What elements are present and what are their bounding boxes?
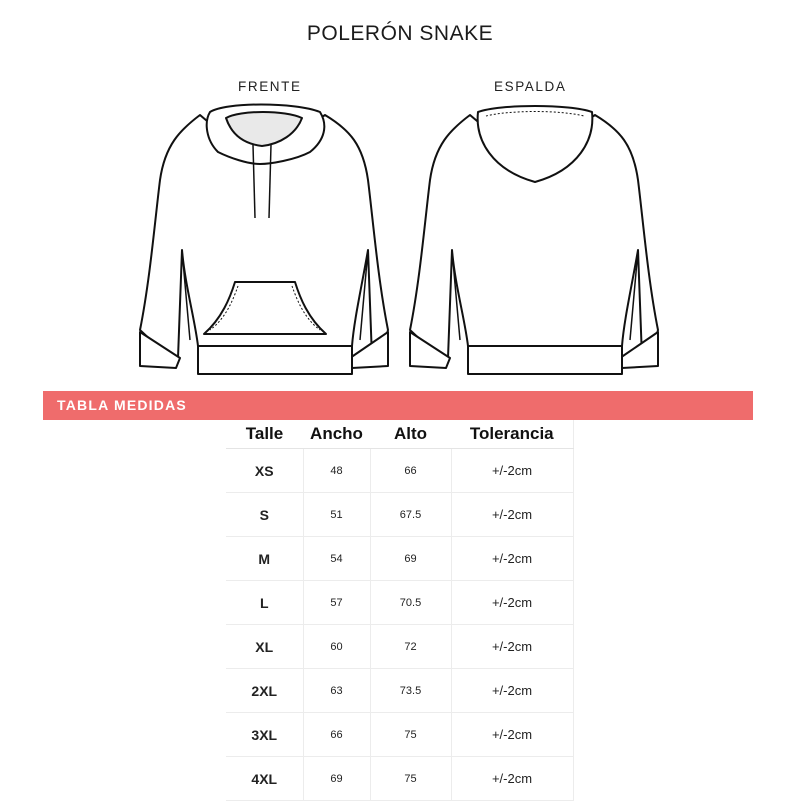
width-cell: 57 xyxy=(303,581,370,625)
length-cell: 69 xyxy=(370,537,451,581)
size-table xyxy=(226,420,574,801)
table-row xyxy=(226,449,573,493)
length-cell: 73.5 xyxy=(370,669,451,713)
table-row xyxy=(226,757,573,801)
column-header-tolerancia: Tolerancia xyxy=(451,420,573,449)
page-title: POLERÓN SNAKE xyxy=(306,22,494,45)
width-cell: 60 xyxy=(303,625,370,669)
table-row xyxy=(226,537,573,581)
table-header-row xyxy=(226,420,573,449)
column-header-ancho: Ancho xyxy=(303,420,370,449)
width-cell: 63 xyxy=(303,669,370,713)
width-cell: 54 xyxy=(303,537,370,581)
length-cell: 67.5 xyxy=(370,493,451,537)
length-cell: 75 xyxy=(370,713,451,757)
tolerance-cell: +/-2cm xyxy=(451,537,573,581)
size-cell: L xyxy=(226,581,303,625)
tolerance-cell: +/-2cm xyxy=(451,493,573,537)
width-cell: 69 xyxy=(303,757,370,801)
hoodie-front-illustration xyxy=(130,100,400,382)
tolerance-cell: +/-2cm xyxy=(451,713,573,757)
tolerance-cell: +/-2cm xyxy=(451,581,573,625)
hoodie-back-illustration xyxy=(400,100,670,382)
size-table-banner xyxy=(43,391,753,420)
width-cell: 66 xyxy=(303,713,370,757)
size-cell: XL xyxy=(226,625,303,669)
size-cell: 3XL xyxy=(226,713,303,757)
front-view-label: FRENTE xyxy=(238,79,302,94)
length-cell: 72 xyxy=(370,625,451,669)
size-cell: 4XL xyxy=(226,757,303,801)
column-header-talle: Talle xyxy=(226,420,303,449)
table-row xyxy=(226,669,573,713)
table-row xyxy=(226,713,573,757)
tolerance-cell: +/-2cm xyxy=(451,757,573,801)
back-view-label: ESPALDA xyxy=(494,79,567,94)
length-cell: 75 xyxy=(370,757,451,801)
tolerance-cell: +/-2cm xyxy=(451,625,573,669)
width-cell: 51 xyxy=(303,493,370,537)
table-row xyxy=(226,493,573,537)
length-cell: 70.5 xyxy=(370,581,451,625)
column-header-alto: Alto xyxy=(370,420,451,449)
size-cell: M xyxy=(226,537,303,581)
table-row xyxy=(226,581,573,625)
size-cell: 2XL xyxy=(226,669,303,713)
section-title: TABLA MEDIDAS xyxy=(57,397,187,413)
size-cell: S xyxy=(226,493,303,537)
size-cell: XS xyxy=(226,449,303,493)
length-cell: 66 xyxy=(370,449,451,493)
tolerance-cell: +/-2cm xyxy=(451,669,573,713)
width-cell: 48 xyxy=(303,449,370,493)
tolerance-cell: +/-2cm xyxy=(451,449,573,493)
table-row xyxy=(226,625,573,669)
